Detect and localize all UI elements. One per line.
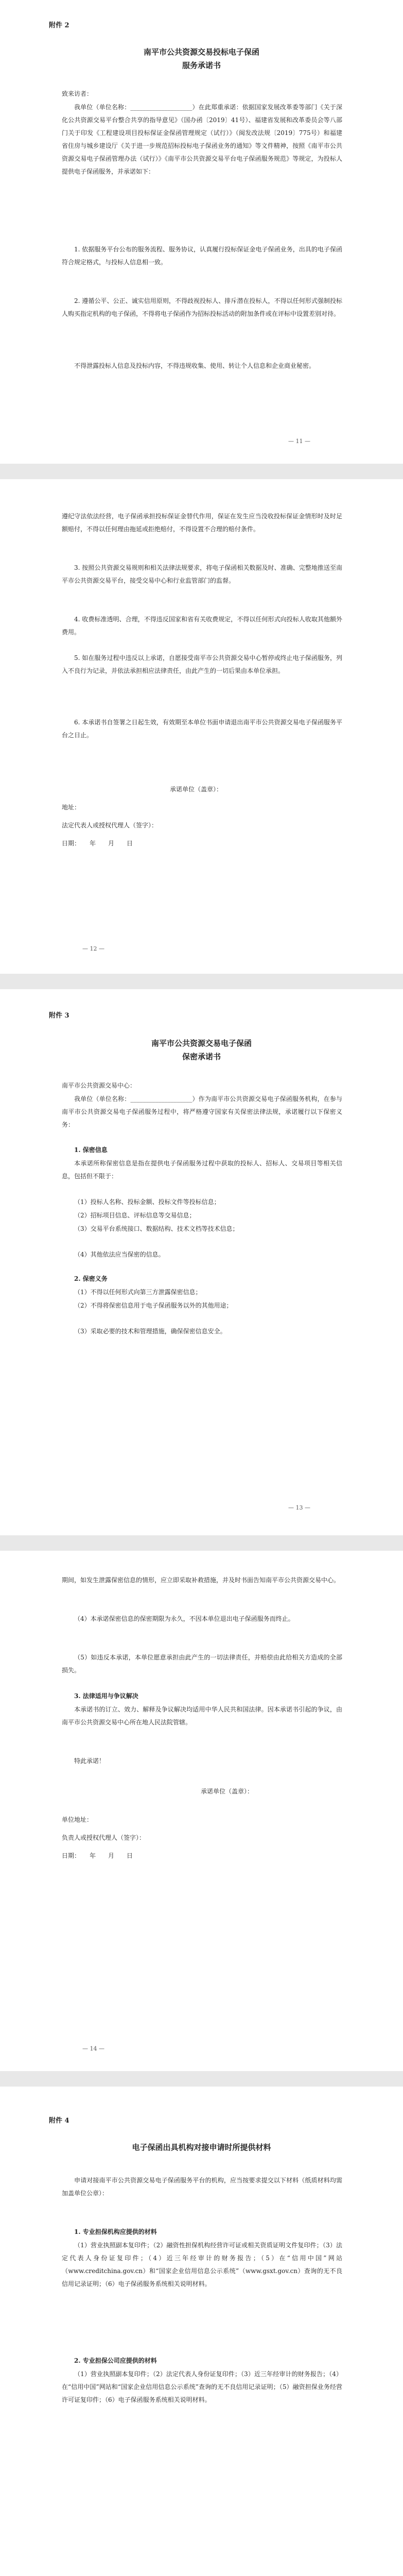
paragraph: 4. 收费标准透明、合理，不得违反国家和省有关收费规定，不得以任何形式向投标人收取其他额外费用。 (62, 616, 342, 636)
paragraph: 2. 遵循公平、公正、诚实信用原则，不得歧视投标人、排斥潜在投标人，不得以任何形式强制投标人购买指定机构的电子保函，不得将电子保函作为招标投标活动的附加条件或在评标中设置差别对待。 (62, 297, 342, 317)
doc-subtitle: 保密承诺书 (182, 1052, 221, 1061)
page-annex-3-cont (0, 1551, 403, 2071)
annex-label: 附件 4 (49, 2117, 69, 2125)
paragraph: 本承诺所称保密信息是指在提供电子保函服务过程中获取的投标人、招标人、交易项目等相关信息，包括但不限于： (62, 1160, 342, 1180)
signature-rep: 负责人或授权代理人（签字）： (62, 1834, 146, 1841)
page-annex-4 (0, 2087, 403, 2576)
paragraph: （5）如违反本承诺，本单位愿意承担由此产生的一切法律责任，并赔偿由此给相关方造成的全部损失。 (62, 1654, 342, 1674)
section-heading: 1. 保密信息 (74, 1146, 108, 1154)
section-heading: 3. 法律适用与争议解决 (74, 1692, 138, 1700)
paragraph: 6. 本承诺书自签署之日起生效，有效期至本单位书面申请退出南平市公共资源交易电子保函服务平台之日止。 (62, 719, 342, 739)
signature-rep: 法定代表人或授权代理人（签字）： (62, 822, 158, 829)
page-gap (0, 974, 403, 989)
paragraph: 本承诺书的订立、效力、解释及争议解决均适用中华人民共和国法律。因本承诺书引起的争议，由南平市公共资源交易中心所在地人民法院管辖。 (62, 1706, 342, 1726)
list-item: （1）不得以任何形式向第三方泄露保密信息； (74, 1289, 202, 1296)
section-heading: 2. 保密义务 (74, 1275, 108, 1282)
page-number: — 12 — (82, 945, 104, 952)
paragraph: （1）营业执照副本复印件；（2）法定代表人身份证复印件；（3）近三年经审计的财务报告；（4）在“信用中国”网站和“国家企业信用信息公示系统”查询的无不良信用记录证明；（5）融资担保业务经营许可证复印件；（6）电子保函服务系统相关说明材料。 (62, 2370, 342, 2403)
paragraph: 不得泄露投标人信息及投标内容，不得违规收集、使用、转让个人信息和企业商业秘密。 (74, 362, 316, 369)
page-gap (0, 1535, 403, 1551)
paragraph: 3. 按照公共资源交易规则和相关法律法规要求，将电子保函相关数据及时、准确、完整地推送至南平市公共资源交易平台，接受交易中心和行业监管部门的监督。 (62, 564, 342, 584)
doc-title: 南平市公共资源交易电子保函 (151, 1039, 252, 1048)
doc-title: 南平市公共资源交易投标电子保函 (143, 47, 259, 57)
page-number: — 13 — (288, 1504, 310, 1511)
salutation: 致来访者： (62, 90, 93, 97)
page-number: — 14 — (82, 2045, 104, 2052)
signature-date: 日期： 年 月 日 (62, 1852, 133, 1859)
paragraph: 我单位（单位名称：____________________）在此郑重承诺：依据国家发展改革委等部门《关于深化公共资源交易平台整合共享的指导意见》（国办函〔2019〕41号）、福建省发展和改革委员会等八部门关于印发《工程建设项目投标保证金保函管理规定（试行）》（闽发改法规〔2019〕775号）和福建省住房与城乡建设厅《关于进一步规范招标投标电子保函业务的通知》等文件精神，按照《南平市公共资源交易电子保函管理办法（试行）》《南平市公共资源交易平台电子保函服务规范》等规定，为投标人提供电子保函服务，并承诺如下： (62, 104, 342, 175)
list-item: （1）投标人名称、投标金额、投标文件等投标信息； (74, 1198, 220, 1206)
paragraph: 特此承诺！ (74, 1757, 106, 1765)
list-item: （3）交易平台系统接口、数据结构、技术文档等技术信息； (74, 1225, 239, 1232)
salutation: 南平市公共资源交易中心： (62, 1082, 136, 1089)
page-annex-2 (0, 0, 403, 464)
paragraph: 申请对接南平市公共资源交易电子保函服务平台的机构，应当按要求提交以下材料（纸质材料均需加盖单位公章）： (62, 2177, 342, 2197)
page-annex-2-cont (0, 479, 403, 974)
signature-date: 日期： 年 月 日 (62, 840, 133, 847)
paragraph: 遵纪守法依法经营，电子保函承担投标保证金替代作用，保证在发生应当没收投标保证金情形时及时足额赔付，不得以任何理由拖延或拒绝赔付，不得设置不合理的赔付条件。 (62, 513, 342, 533)
signature-unit: 承诺单位（盖章）： (170, 786, 223, 793)
list-item: （2）不得将保密信息用于电子保函服务以外的其他用途； (74, 1302, 233, 1309)
paragraph: 我单位（单位名称：____________________）作为南平市公共资源交易电子保函服务机构，在参与南平市公共资源交易电子保函服务过程中，将严格遵守国家有关保密法律法规，承诺履行以下保密义务： (62, 1095, 342, 1128)
paragraph: 5. 如在服务过程中违反以上承诺，自愿接受南平市公共资源交易中心暂停或终止电子保函服务，列入不良行为记录，并依法承担相应法律责任，由此产生的一切后果由本单位承担。 (62, 654, 342, 674)
paragraph: （4）本承诺保密信息的保密期限为永久，不因本单位退出电子保函服务而终止。 (74, 1615, 294, 1622)
doc-subtitle: 服务承诺书 (182, 61, 221, 70)
paragraph: 期间，如发生泄露保密信息的情形，应立即采取补救措施，并及时书面告知南平市公共资源交易中心。 (62, 1577, 340, 1584)
list-item: （2）招标项目信息、评标信息等交易信息； (74, 1212, 196, 1219)
page-gap (0, 464, 403, 479)
paragraph: 1. 依据服务平台公布的服务流程、服务协议，认真履行投标保证金电子保函业务，出具的电子保函符合规定格式，与投标人信息相一致。 (62, 246, 342, 266)
page-gap (0, 2071, 403, 2087)
annex-label: 附件 2 (49, 22, 69, 29)
annex-label: 附件 3 (49, 1012, 69, 1020)
list-item: （4）其他依法应当保密的信息。 (74, 1251, 165, 1258)
page-annex-3 (0, 989, 403, 1535)
doc-title: 电子保函出具机构对接申请时所提供材料 (132, 2143, 271, 2152)
signature-unit: 承诺单位（盖章）： (201, 1788, 254, 1795)
page-number: — 11 — (288, 438, 310, 445)
section-heading: 2. 专业担保公司应提供的材料 (74, 2357, 157, 2364)
signature-address: 地址： (62, 804, 81, 811)
section-heading: 1. 专业担保机构应提供的材料 (74, 2228, 157, 2235)
signature-address: 单位地址： (62, 1816, 93, 1823)
paragraph: （1）营业执照副本复印件；（2）融资性担保机构经营许可证或相关资质证明文件复印件；（3）法定代表人身份证复印件；（4）近三年经审计的财务报告；（5）在“信用中国”网站（www.creditchina.gov.cn）和“国家企业信用信息公示系统”（www.gsxt.gov.cn）查询的无不良信用记录证明；（6）电子保函服务系统相关说明材料。 (62, 2242, 342, 2287)
list-item: （3）采取必要的技术和管理措施，确保保密信息安全。 (74, 1328, 226, 1335)
